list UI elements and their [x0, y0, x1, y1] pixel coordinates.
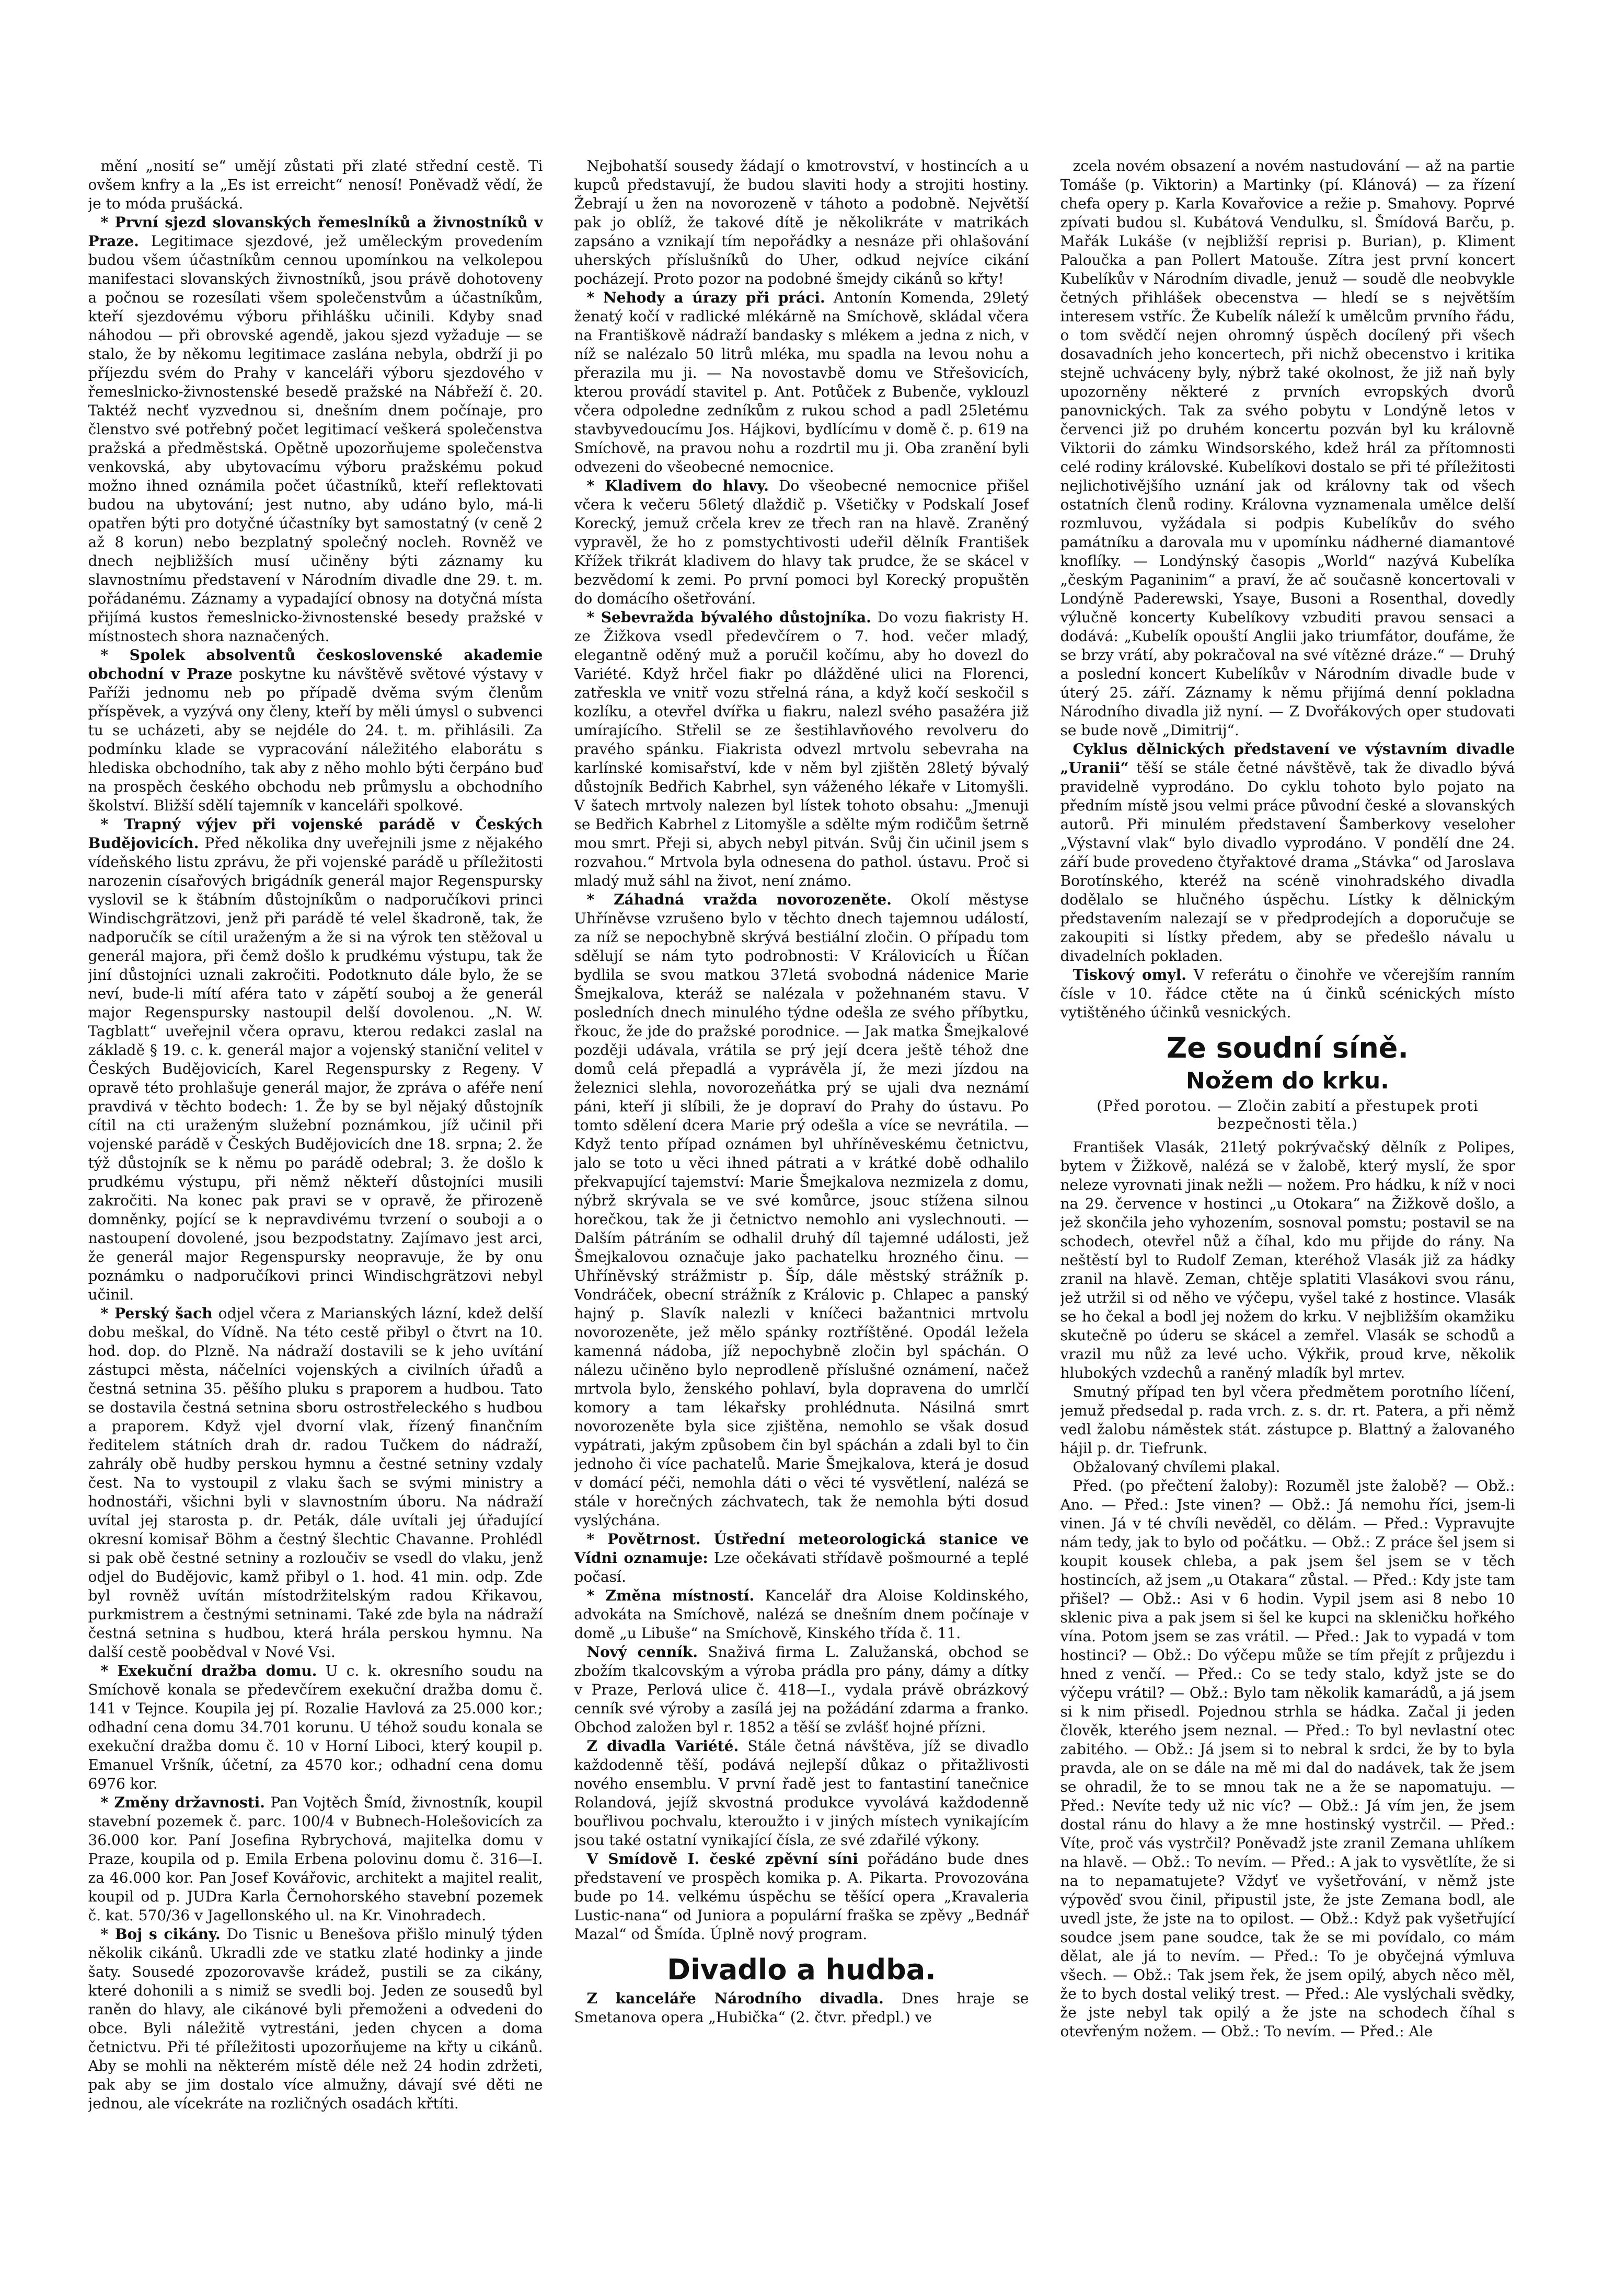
- article-text: Pan Vojtěch Šmíd, živnostník, koupil stavební pozemek č. parc. 100/4 v Bubnech-Holešovicích za 36.000 kor. Paní Josefina Rybrychová, majitelka domu v Praze, koupila od p. Emila Erbena polovinu domu č. 316—I. za 46.000 kor. Pan Josef Kovářovic, architekt a majitel realit, koupil od p. JUDra Karla Černohorského stavební pozemek č. kat. 570/36 v Jagellonského ul. na Kr. Vinohradech.: [88, 1794, 543, 1924]
- article-text: František Vlasák, 21letý pokrývačský dělník z Polipes, bytem v Žižkově, nalézá se v žalobě, který myslí, že spor neleze vyrovnati jinak nežli — nožem. Pro hádku, k níž v noci na 29. července v hostinci „u Otokara“ na Žižkově došlo, a jež skončila jeho vyhozením, sosnoval pomstu; postavil se na schodech, otevřel nůž a číhal, kdo mu přijde do rány. Na neštěstí byl to Rudolf Zeman, kteréhož Vlasák již za hádky zranil na hlavě. Zeman, chtěje splatiti Vlasákovi svou ránu, jež utržil si od něho ve výčepu, vyšel také z hostince. Vlasák se ho čekal a bodl jej nožem do krku. V nejbližším okamžiku skutečně po úderu se skácel a zemřel. Vlasák se schodů a vrazil mu nůž za levé ucho. Výkřik, proud krve, několik hlubokých vzdechů a raněný mladík byl mrtev.: [1060, 1139, 1515, 1382]
- column-2-tail: [574, 1989, 1029, 2027]
- column-1-content: [88, 157, 543, 2113]
- article-text: Do Tisnic u Benešova přišlo minulý týden několik cikánů. Ukradli zde ve statku zlaté hodinky a jinde šaty. Sousedé zpozorovavše krádež, pustili se za cikány, které dohonili a s nimiž se svedli boj. Jeden ze sousedů byl raněn do hlavy, ale cikánové byli přemoženi a odvedeni do obce. Byli náležitě vytrestáni, jeden chycen a doma četnictvu. Při té příležitosti upozorňujeme na křty u cikánů. Aby se mohli na některém místě déle než 24 hodin zdržeti, pak aby se jim dostalo více almužny, dávají své děti ne jednou, ale vícekráte na rozličných osadách křtíti.: [88, 1926, 543, 2112]
- article-heading: * Změna místností.: [586, 1587, 755, 1604]
- article-text: Do všeobecné nemocnice přišel včera k večeru 56letý dlaždič p. Všetičky v Podskalí Josef Korecký, jemuž crčela krev ze třech ran na hlavě. Zraněný vypravěl, že ho z pomstychtivosti udeřil dělník František Křížek třikrát kladivem do hlavy tak prudce, že se skácel v bezvědomí k zemi. Po první pomoci byl Korecký propuštěn do domácího ošetřování.: [574, 477, 1029, 607]
- article-heading: * Exekuční dražba domu.: [100, 1662, 317, 1679]
- article-paragraph: [574, 288, 1029, 477]
- article-paragraph: [88, 213, 543, 646]
- article-heading: * První sjezd slovanských řemeslníků a živnostníků v Praze.: [88, 214, 543, 250]
- article-text: Obžalovaný chvílemi plakal.: [1072, 1458, 1281, 1476]
- article-paragraph: [574, 1737, 1029, 1850]
- article-heading: * Záhadná vražda novorozeněte.: [586, 891, 892, 908]
- court-report: [1060, 1138, 1515, 2041]
- article-paragraph: [88, 815, 543, 1304]
- section-note: (Před porotou. — Zločin zabití a přestupek proti bezpečnosti těla.): [1097, 1097, 1479, 1132]
- article-heading: * Povětrnost. Ústřední meteorologická stanice ve Vídni oznamuje:: [574, 1530, 1029, 1567]
- article-text: Dnes hraje se Smetanova opera „Hubička“ (2. čtvr. předpl.) ve: [574, 1990, 1029, 2026]
- article-heading: * Sebevražda bývalého důstojníka.: [586, 609, 871, 626]
- article-paragraph: [1060, 1477, 1515, 2041]
- article-paragraph: [574, 890, 1029, 1530]
- column-3: [1060, 157, 1515, 2273]
- article-heading: * Nehody a úrazy při práci.: [586, 289, 825, 306]
- article-paragraph: [1060, 1383, 1515, 1458]
- article-heading: Z kanceláře Národního divadla.: [586, 1990, 884, 2007]
- article-paragraph: [574, 1586, 1029, 1643]
- article-paragraph: [1060, 740, 1515, 966]
- column-1: [88, 157, 543, 2273]
- article-paragraph: [88, 1304, 543, 1662]
- article-text: pořádáno bude dnes představení ve prospěch komika p. A. Pikarta. Provozována bude po 14. velkému úspěchu se těšící opera „Kravaleria Lustic-nana“ od Juniora a populární fraška se zpěvy „Bednář Mazal“ od Šmída. Úplně nový program.: [574, 1850, 1029, 1943]
- article-text: mění „nosití se“ umějí zůstati při zlaté střední cestě. Ti ovšem knfry a la „Es ist erreicht“ nenosí! Poněvadž vědí, že je to móda prušácká.: [88, 157, 543, 212]
- article-paragraph: [1060, 1458, 1515, 1477]
- article-text: Stále četná návštěva, jíž se divadlo každodenně těší, podává nejlepší důkaz o přitažlivosti nového ensemblu. V první řadě jest to fantastiní tanečnice Rolandová, jejíž skvostná produkce vyvolává každodenně bouřlivou pochvalu, kteroužto i v jiných místech vynikajícím jsou také ostatní vynikající čísla, ze své zdařilé výkony.: [574, 1737, 1029, 1849]
- article-text: těší se stále četné návštěvě, tak že divadlo bývá pravidelně vyprodáno. Do cyklu tohoto bylo pojato na předním místě jsou velmi práce původní české a slovanských autorů. Při minulém představení Šamberkovy veseloher „Výstavní vlak“ bylo divadlo vyprodáno. V pondělí dne 24. září bude provedeno čtyřaktové drama „Stávka“ od Jaroslava Borotínského, kteréž na scéně vinohradského divadla dodělalo se hlučného úspěchu. Lístky k dělnickým představením nalezají se v předprodejích a doporučuje se zakoupiti si lístky předem, aby se předešlo návalu u divadelních pokladen.: [1060, 759, 1515, 965]
- article-text: odjel včera z Marianských lázní, kdež delší dobu meškal, do Vídně. Na této cestě přibyl o čtvrt na 10. hod. dop. do Plzně. Na nádraží dostavili se k jeho uvítání zástupci města, náčelníci vojenských a civilních úřadů a čestná setnina 35. pěšího pluku s praporem a hudbou. Tato se dostavila čestná setnina sboru ostrostřeleckého s hudbou a praporem. Když vjel dvorní vlak, řízený finančním ředitelem státních drah dr. radou Tučkem do nádraží, zahrály obě hudby perskou hymnu a čestné setniny vzdaly čest. Na to vystoupil z vlaku šach se svými ministry a hodnostáři, všichni byli v slavnostním úboru. Na nádraží uvítal jej starosta p. dr. Peták, dále uvítali jej úřadující okresní komisař Böhm a čestný šlechtic Chavanne. Prohlédl si pak obě čestné setniny a rozloučiv se vsedl do vlaku, jenž odjel do Budějovic, kamž přibyl o 1. hod. 41 min. odp. Zde byl rovněž uvítán místodržitelským radou Křikavou, purkmistrem a čestnými setninami. Také zde byla na nádraží čestná setnina s hudbou, která hrála perskou hymnu. Na další cestě poobědval v Nové Vsi.: [88, 1305, 543, 1661]
- article-paragraph: [574, 1643, 1029, 1737]
- article-text: Nejbohatší sousedy žádají o kmotrovství, v hostincích a u kupců představují, že budou slaviti hody a strojiti hostiny. Žebrají u žen na novorozeně v táhoto a podobně. Největší pak jo oblíž, že takové dítě je několikráte v matrikách zapsáno a vznikají tím nepořádky a nesnáze při ohlašování uherských příslušníků do Uher, odkud nejvíce cikání pocházejí. Proto pozor na podobné šmejdy cikánů so křty!: [574, 157, 1029, 287]
- article-heading: * Kladivem do hlavy.: [586, 477, 769, 494]
- article-paragraph: [88, 1925, 543, 2113]
- article-paragraph: [1060, 1138, 1515, 1383]
- article-text: poskytne ku návštěvě světové výstavy v Paříži jednomu neb po případě dvěma svým členům příspěvek, a vyzývá ony členy, kteří by měli úmysl o subvenci tu se ucházeti, aby se nejdéle do 24. t. m. přihlásili. Za podmínku klade se vypracování náležitého elaborátu s hlediska obchodního, tak aby z něho mohlo býti čerpáno buď na prospěch českého obchodu neb průmyslu a obchodního školství. Bližší sdělí tajemník v kanceláři spolkové.: [88, 665, 543, 814]
- article-paragraph: [88, 1662, 543, 1793]
- article-heading: * Spolek absolventů československé akademie obchodní v Praze: [88, 646, 543, 682]
- article-text: Legitimace sjezdové, jež uměleckým provedením budou všem účastníkům cennou upomínkou na velkolepou manifestaci slovanských živnostníků, jsou právě dohotoveny a počnou se rozesílati všem společenstvům a účastníkům, kteří sjezdovému výboru přihlášku učinili. Kdyby snad náhodou — při obrovské agendě, jakou sjezd vyžaduje — se stalo, že by někomu legitimace zaslána nebyla, obdrží ji po příjezdu svém do Prahy v kanceláři výboru sjezdového v řemeslnicko-živnostenské besedě pražské na Nábřeží č. 20. Taktéž nechť vyzvednou si, dnešním dnem počínaje, pro členstvo své potřebný počet legitimací veškerá společenstva pražská a předměstská. Opětně upozorňujeme společenstva venkovská, aby ubytovacímu výboru pražskému pokud možno ihned oznámila počet účastníků, kteří reflektovati budou na ubytování; jest nutno, aby udáno bylo, má-li opatřen býti pro dotyčné účastníky byt samostatný (v ceně 2 až 8 korun) nebo bezplatný společný nocleh. Rovněž ve dnech nejbližších musí učiněny býti záznamy ku slavnostnímu představení v Národním divadle dne 29. t. m. pořádanému. Záznamy a vypadající obnosy na dotyčná místa přijímá kustos řemeslnicko-živnostenské besedy pražské v místnostech shora naznačených.: [88, 233, 543, 645]
- article-heading: * Perský šach: [100, 1305, 213, 1322]
- article-heading: Nový cenník.: [586, 1643, 698, 1661]
- article-text: U c. k. okresního soudu na Smíchově konala se předevčírem exekuční dražba domu č. 141 v Tejnce. Koupila jej pí. Rozalie Havlová za 25.000 kor.; odhadní cena domu 34.701 korunu. U téhož soudu konala se exekuční dražba domu č. 10 v Horní Liboci, který koupil p. Emanuel Vršník, účetní, za 4570 kor.; odhadní cena domu 6976 kor.: [88, 1662, 543, 1792]
- article-paragraph: [88, 157, 543, 213]
- columns: [21, 157, 1582, 2273]
- article-text: Smutný případ ten byl včera předmětem porotního líčení, jemuž předsedal p. rada vrch. z. s. dr. rt. Patera, a při němž vedl žalobu náměstek stát. zástupce p. Blattný a žalovaného hájil p. dr. Tiefrunk.: [1060, 1383, 1515, 1457]
- article-paragraph: [574, 608, 1029, 890]
- article-heading: V Smídově I. české zpěvní síni: [586, 1850, 858, 1868]
- article-heading: * Boj s cikány.: [100, 1926, 221, 1943]
- section-subtitle: Nožem do krku.: [1186, 1068, 1389, 1094]
- article-paragraph: [574, 1530, 1029, 1586]
- article-heading: * Změny državnosti.: [100, 1794, 266, 1811]
- article-paragraph: [88, 1793, 543, 1925]
- section-title-divadlo: Divadlo a hudba.: [667, 1953, 936, 1986]
- article-heading: * Trapný výjev při vojenské parádě v Českých Budějovicích.: [88, 816, 543, 852]
- article-paragraph: [88, 646, 543, 815]
- article-text: Lze očekávati střídavě pošmourné a teplé počasí.: [574, 1549, 1029, 1585]
- section-title-soudni-sin: Ze soudní síně.: [1167, 1031, 1409, 1064]
- article-text: Okolí městyse Uhříněvse vzrušeno bylo v těchto dnech tajemnou událostí, za níž se nepochybně skrývá bestiální zločin. O případu tom sdělují se nám tyto podrobnosti: V Královicích u Říčan bydlila se svou matkou 37letá svobodná nádenice Marie Šmejkalova, kteráž se nalézala v požehnaném stavu. V posledních dnech minulého týdne odešla ze svého příbytku, řkouc, že jde do pražské porodnice. — Jak matka Šmejkalové později udávala, vrátila se prý její dcera ještě téhož dne domů celá přepadlá a vyprávěla jí, že mezi jízdou na železnici slehla, novorozeňátka prý se ujali dva neznámí páni, kteří ji slíbili, že je dopraví do Prahy do ústavu. Po tomto sdělení dcera Marie prý odešla a více se nevrátila. — Když tento případ oznámen byl uhříněveskému četnictvu, jalo se toto u věci ihned pátrati a v krátké době odhalilo překvapující tajemství: Marie Šmejkalova nezmizela z domu, nýbrž skrývala se ve své komůrce, jsouc stížena silnou horečkou, tak že ji četnictvo nemohlo ani vyslechnouti. — Dalším pátráním se odhalil druhý díl tajemné události, jež Šmejkalovou označuje jako pachatelku hrozného činu. — Uhříněvský strážmistr p. Šíp, dále městský strážník p. Vondráček, obecní strážník z Královic p. Chlapec a panský hajný p. Slavík nalezli v kníčeci bažantnici mrtvolu novorozeněte, jež mělo spánky roztříštěné. Opodál ležela kamenná nádoba, jíž nepochybně zločin byl spáchán. O nálezu učiněno bylo neprodleně příslušné oznámení, načež mrtvola bylo, ženského pohlaví, byla dopravena do umrlčí komory a tam lékařsky prohlédnuta. Násilná smrt novorozeněte byla sice zjištěna, nemohlo se však dosud vypátrati, jakým způsobem čin byl spáchán a zdali byl to čin jednoho či více pachatelů. Marie Šmejkalova, která je dosud v domácí péči, nemohla dáti o věci té vysvětlení, nalézá se stále v horečných záchvatech, tak že nemohla býti dosud vyslýchána.: [574, 891, 1029, 1529]
- article-heading: Z divadla Variété.: [586, 1737, 739, 1755]
- article-text: Před několika dny uveřejnili jsme z nějakého vídeňského listu zprávu, že při vojenské parádě u příležitosti narozenin císařových brigádník generál major Regenspursky vyslovil se k štábním důstojníkům o nadporučíkovi princi Windischgrätzovi, jenž při parádě té velel škadroně, tak, že nadporučík se cítil uraženým a že si na výrok ten stěžoval u generál majora, při čemž došlo k prudkému výstupu, tak že jiní důstojníci uznali zakročiti. Podotknuto dále bylo, že se neví, bude-li mítí aféra tato v zápětí souboj a že generál major Regenspursky nastoupil delší dovolenou. „N. W. Tagblatt“ uveřejnil včera opravu, kterou redakci zaslal na základě § 19. c. k. generál major a vojenský staniční velitel v Českých Budějovicích, Karel Regenspursky z Regeny. V opravě této prohlašuje generál major, že zpráva o aféře není pravdivá v těchto bodech: 1. Že by se byl nějaký důstojník cítil na cti uraženým služební poznámkou, jíž učinil při vojenské parádě v Českých Budějovicích dne 18. srpna; 2. že týž důstojník se k němu po parádě odebral; 3. že došlo k prudkému výstupu, při němž někteří důstojníci musili zakročiti. Na konec pak pravi se v opravě, že přirozeně domněnky, pojící se k nepravdivému tvrzení o souboji a o nastoupení dovolené, jsou bezpodstatny. Zajímavo jest arci, že generál major Regenspursky neopravuje, že by onu poznámku o nadporučíkovi princi Windischgrätzovi nebyl učinil.: [88, 834, 543, 1303]
- column-3-content: [1060, 157, 1515, 1022]
- article-text: Snaživá firma L. Zalužanská, obchod se zbožím tkalcovským a výroba prádla pro pány, dámy a dítky v Praze, Perlová ulice č. 418—I., vydala právě obrázkový cenník své výroby a zasílá jej na požádání zdarma a franko. Obchod založen byl r. 1852 a těší se zvlášť hojné přízni.: [574, 1643, 1029, 1736]
- article-paragraph: [574, 1989, 1029, 2027]
- column-2-content: [574, 157, 1029, 1944]
- article-text: Před. (po přečtení žaloby): Rozuměl jste žalobě? — Obž.: Ano. — Před.: Jste vinen? — Obž.: Já nemohu říci, jsem-li vinen. Já v té chvíli nevěděl, co dělám. — Před.: Vypravujte nám tedy, jak to bylo od počátku. — Obž.: Z práce šel jsem si koupit kousek chleba, a pak jsem šel jsem se v těch hostincích, až jsem „u Otakara“ zůstal. — Před.: Kdy jste tam přišel? — Obž.: Asi v 6 hodin. Vypil jsem asi 8 nebo 10 sklenic piva a pak jsem si šel ke kupci na skleničku hořkého vína. Potom jsem se zas vrátil. — Před.: Jak to vypadá v tom hostinci? — Obž.: Do výčepu může se tím přejít z průjezdu i hned z venčí. — Před.: Co se tedy stalo, když jste se do výčepu vrátil? — Obž.: Bylo tam několik kamarádů, a já jsem si k nim přisedl. Pojednou strhla se hádka. Začal ji jeden člověk, kterého jsem neznal. — Před.: To byl nevlastní otec zabitého. — Obž.: Já jsem si to nebral k srdci, že by to byla pravda, ale on se dále na mě mi dal do nadávek, tak že jsem se ohradil, že to se mnou tak ne a že se napomatuju. — Před.: Nevíte tedy už nic víc? — Obž.: Já vím jen, že jsem dostal ránu do hlavy a že mne hostinský vystrčil. — Před.: Víte, proč vás vystrčil? Poněvadž jste zranil Zemana uhlíkem na hlavě. — Obž.: To nevím. — Před.: A jak to vysvětlíte, že si na to nepamatujete? Vždyť ve vyšetřování, v němž jste výpověď svou činil, připustil jste, že jste Zemana bodl, ale uvedl jste, že jste na to opilost. — Obž.: Když pak vyšetřující soudce jsem pane soudce, tak že se mi povídalo, co mám dělat, ale já to nevím. — Před.: To je obyčejná výmluva všech. — Obž.: Tak jsem řek, že jsem opilý, abych něco měl, že to bych dostal veliký trest. — Před.: Ale vyslýchali svědky, že jste nebyl tak opilý a že jste na schodech číhal s otevřeným nožem. — Obž.: To nevím. — Před.: Ale: [1060, 1477, 1515, 2040]
- article-text: V referátu o činohře ve včerejším ranním čísle v 10. řádce ctěte na ú činků scénických místo vytištěného účinků vesnických.: [1060, 966, 1515, 1021]
- article-heading: Cyklus dělnických představení ve výstavním divadle „Uranii“: [1060, 740, 1515, 776]
- article-paragraph: [574, 157, 1029, 288]
- article-text: Kancelář dra Aloise Koldinského, advokáta na Smíchově, nalézá se dnešním dnem počínaje v domě „u Libuše“ na Smíchově, Kinského třída č. 11.: [574, 1587, 1029, 1642]
- article-paragraph: [574, 477, 1029, 608]
- article-text: Do vozu fiakristy H. ze Žižkova vsedl předevčírem o 7. hod. večer mladý, elegantně oděný muž a poručil kočímu, aby ho dovezl do Variété. Když hrčel fiakr po dlážděné ulici na Florenci, zatřeskla ve vnitř vozu střelná rána, a když kočí seskočil s kozlíku, a otevřel dvířka u fiakru, nalezl svého pasažéra již umírajícího. Střelil se ze šestihlavňového revolveru do pravého spánku. Fiakrista odvezl mrtvolu sebevraha na karlínské komisařství, kde v něm byl zjištěn 28letý bývalý důstojník Bedřich Kabrhel, syn váženého lékaře v Litomyšli. V šatech mrtvoly nalezen byl lístek tohoto obsahu: „Jmenuji se Bedřich Kabrhel z Litomyšle a sdělte mým rodičům šetrně mou smrt. Přeji si, abych nebyl pitván. Svůj čin učinil jsem s rozvahou.“ Mrtvola byla odnesena do pathol. ústavu. Proč si mladý muž sáhl na život, není známo.: [574, 609, 1029, 889]
- article-paragraph: [574, 1850, 1029, 1944]
- article-text: zcela novém obsazení a novém nastudování — až na partie Tomáše (p. Viktorin) a Martinky (pí. Klánová) — za řízení chefa opery p. Karla Kovařovice a režie p. Smahovy. Poprvé zpívati budou sl. Kubátová Vendulku, sl. Šmídová Barču, p. Mařák Lukáše (v nejbližší reprisi p. Burian), p. Kliment Paloučka a pan Pollert Matouše. Zítra jest první koncert Kubelíkův v Národním divadle, jenuž — soudě dle neobvykle četných přihlášek obecenstva — hledí se s největším interesem vstříc. Že Kubelík náleží k umělcům prvního řádu, o tom svědčí nejen ohromný úspěch docílený při všech dosavadních jeho koncertech, při nichž obecenstvo i kritika stejně uchváceny byly, nýbrž také okolnost, že již naň byly upozorněny některé z prvních evropských dvorů panovnických. Tak za svého pobytu v Londýně letos v červenci již po druhém koncertu pozván byl ku královně Viktorii do zámku Windsorského, kdež hrál za přítomnosti celé rodiny královské. Kubelíkovi dostalo se při té příležitosti nejlichotivějšího uznání jak od královny tak od všech ostatních členů rodiny. Královna vyznamenala umělce delší rozmluvou, vyžádala si podpis Kubelíkův do svého památníku a darovala mu v upomínku nádherné diamantové knoflíky. — Londýnský časopis „World“ nazývá Kubelíka „českým Paganinim“ a praví, že ač současně koncertovali v Londýně Paderewski, Ysaye, Busoni a Rosenthal, dovedly výlučně koncerty Kubelíkovy vzbuditi pravou sensaci a dodává: „Kubelík opouští Anglii jako triumfátor, doufáme, že se brzy vrátí, aby pokračoval na své vítězné dráze.“ — Druhý a poslední koncert Kubelíkův v Národním divadle bude v úterý 25. září. Záznamy k němu přijímá denní pokladna Národního divadla již nyní. — Z Dvořákových oper studovati se bude nově „Dimitrij“.: [1060, 157, 1515, 739]
- article-heading: Tiskový omyl.: [1072, 966, 1187, 983]
- column-2: [574, 157, 1029, 2273]
- article-paragraph: [1060, 157, 1515, 740]
- article-paragraph: [1060, 966, 1515, 1022]
- article-text: Antonín Komenda, 29letý ženatý kočí v radlické mlékárně na Smíchově, skládal včera na Františkově nádraží bandasky s mlékem a jedna z nich, v níž se nalézalo 50 litrů mléka, mu spadla na levou nohu a přerazila mu ji. — Na novostavbě domu ve Střešovicích, kterou provádí stavitel p. Ant. Potůček z Bubenče, vyklouzl včera odpoledne zedníkům z rukou schod a padl 25letému stavbyvedoucímu Jos. Hájkovi, bydlícímu v domě č. p. 619 na Smíchově, na pravou nohu a rozdrtil mu ji. Oba zranění byli odvezeni do všeobecné nemocnice.: [574, 289, 1029, 476]
